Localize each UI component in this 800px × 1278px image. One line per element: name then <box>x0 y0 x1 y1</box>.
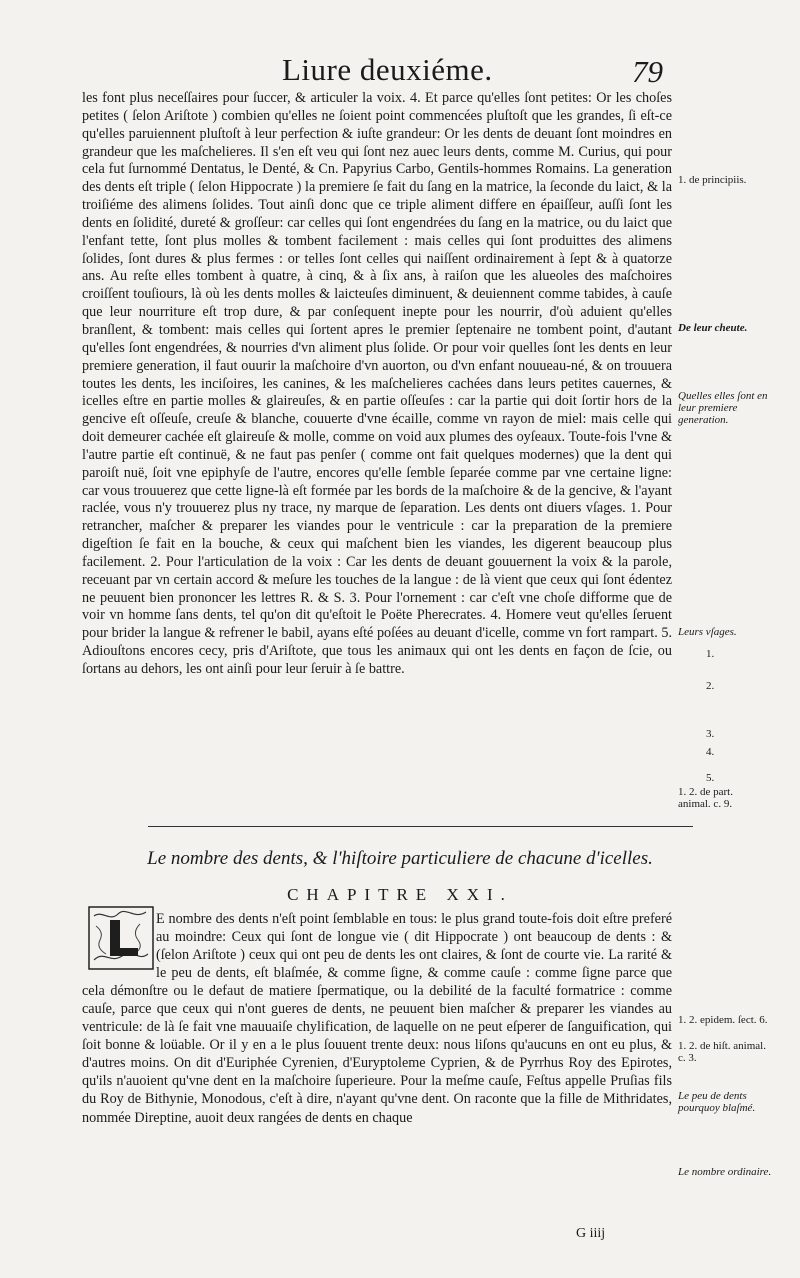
section-rule <box>148 826 693 827</box>
chapter-number: CHAPITRE XXI. <box>287 885 513 904</box>
margin-note-usage-4: 4. <box>706 746 715 758</box>
margin-note-hist-animal: 1. 2. de hiſt. animal. c. 3. <box>678 1040 766 1064</box>
chapter-title: Le nombre des dents, & l'hiſtoire particuliere de chacune d'icelles. <box>147 848 653 869</box>
margin-note-cheute: De leur cheute. <box>678 322 748 334</box>
margin-note-usage-1: 1. <box>706 648 715 660</box>
margin-note-generation: Quelles elles ſont en leur premiere generation. <box>678 390 768 426</box>
margin-note-usage-2: 2. <box>706 680 715 692</box>
running-head <box>0 52 800 92</box>
margin-note-de-part: 1. 2. de part. animal. c. 9. <box>678 786 733 810</box>
running-title: Liure deuxiéme. <box>282 52 493 87</box>
paragraph-teeth-generation: les font plus neceſſaires pour ſuccer, & articuler la voix. 4. Et parce qu'elles ſont petites: Or les choſes petites ( ſelon Ariſtote ) combien qu'elles ne ſoient point commencées pluſtoſt que les grandes, ſi eſt-ce qu'elles paruiennent pluſtoſt à leur perfection & iuſte grandeur: Or les dents de deuant ſont moindres en grandeur que les maſchelieres. Il s'en eſt veu qui ſont nez auec leurs dents, comme M. Curius, qui pour cela fut ſurnommé Dentatus, le Denté, & Cn. Papyrius Carbo, Gentils-hommes Romains. La generation des dents eſt triple ( ſelon Hippocrate ) la premiere ſe fait du ſang en la matrice, la ſeconde du laict, & la troiſiéme des alimens ſolides. Tout ainſi donc que ce triple aliment differe en épaiſſeur, auſſi ſont les dents en ſolidité, dureté & groſſeur: car celles qui ſont engendrées du ſang en la matrice, ou du laict que l'enfant tette, ſont plus molles & tombent facilement : mais celles qui ſont produittes des alimens ſolides, ſont dures & plus fermes : or telles ſont celles qui naiſſent ordinairement à ſept & à quatorze ans. Au reſte elles tombent à quatre, à cinq, & à ſix ans, à raiſon que les alueoles des maſchoires croiſſent touſiours, là où les dents molles & laicteuſes diminuent, & deuiennent comme tabides, à cauſe que leur nourriture eſt trop dure, & par conſequent inepte pour les nourrir, d'où aduient qu'elles branſlent, & tombent: mais celles qui ſortent apres le premier ſeptenaire ne tombent point, d'autant qu'elles ſont engendrées, & nourries d'vn aliment plus ſolide. Or pour voir quelles ſont les dents en leur premiere generation, il faut ouurir la maſchoire d'vn auorton, ou d'vn enfant nouueau-né, & on trouuera toutes les dents, les inciſoires, les canines, & les maſchelieres cachées dans leurs petites cauernes, & icelles eſtre en partie molles & glaireuſes, & en partie oſſeuſes : car la partie qui doit ſortir hors de la gencive eſt oſſeuſe, creuſe & blanche, couuerte d'vne écaille, comme vn rayon de miel: mais celle qui doit demeurer cachée eſt glaireuſe & molle, comme on void aux plumes des oyſeaux. Toute-fois l'vne & l'autre partie eſt continuë, & ne faut pas penſer ( comme ont fait quelques modernes) que la dent qui paroiſt nuë, ſoit vne epiphyſe de l'autre, encores qu'elle ſemble ſeparée comme par vne certaine ligne: car vous trouuerez que cette ligne-là eſt formée par les bords de la maſchoire & de la gencive, & l'ayant raclée, vous n'y trouuerez plus ny trace, ny marque de ſeparation. Les dents ont diuers vſages. 1. Pour retrancher, maſcher & preparer les viandes pour le ventricule : car la preparation de la premiere digeſtion ſe fait en la bouche, & ceux qui maſchent bien les viandes, les digerent beaucoup plus facilement. 2. Pour l'articulation de la voix : Car les dents de deuant gouuernent la voix & la parole, receuant par vn certain accord & meſure les touches de la langue : de là vient que ceux qui ſont édentez ne peuuent bien prononcer les lettres R. & S. 3. Pour l'ornement : car c'eſt vne choſe difforme que de voir vn homme ſans dents, tel qu'on dit qu'eſtoit le Poëte Pherecrates. 4. Homere veut qu'elles ſeruent pour brider la langue & refrener le babil, ayans eſté poſées au deuant d'icelle, comme vn fort rampart. 5. Adiouſtons encores cecy, pris d'Ariſtote, que tous les animaux qui ont les dents en façon de ſcie, ou ſortans au dehors, les ont ainſi pour leur ſeruir à ſe battre. <box>82 90 672 677</box>
margin-note-nombre-ordinaire: Le nombre ordinaire. <box>678 1166 772 1178</box>
chapter-text-block <box>82 910 672 1127</box>
margin-note-usage-5: 5. <box>706 772 715 784</box>
signature-mark: G iiij <box>576 1226 606 1241</box>
margin-note-usage-3: 3. <box>706 728 715 740</box>
margin-note-principiis: 1. de principiis. <box>678 174 747 186</box>
margin-note-usages: Leurs vſages. <box>678 626 737 638</box>
page-number: 79 <box>632 54 663 89</box>
margin-note-peu-de-dents: Le peu de dents pourquoy blaſmé. <box>678 1090 756 1114</box>
main-text-block <box>82 90 672 679</box>
margin-note-epidem: 1. 2. epidem. ſect. 6. <box>678 1014 768 1026</box>
paragraph-number-of-teeth: E nombre des dents n'eſt point ſemblable en tous: le plus grand toute-fois doit eſtre preferé au moindre: Ceux qui ſont de longue vie ( dit Hippocrate ) ont beaucoup de dents : & (ſelon Ariſtote ) ceux qui ont peu de dents les ont claires, & ſont de courte vie. La rarité & le peu de dents, eſt blaſmée, & comme ſigne, & comme cauſe : comme ſigne parce que cela démonſtre ou le defaut de matiere ſpermatique, ou la debilité de la faculté formatrice : comme cauſe, parce que ceux qui n'ont gueres de dents, ne peuuent bien maſcher & preparer les viandes au ventricule: de là ſe fait vne mauuaiſe chylification, de laquelle on ne peut eſperer de ſanguification, qui ſoit bonne & loüable. Or il y en a le plus ſouuent trente deux: nous liſons qu'aucuns en ont eu plus, & d'autres moins. On dit d'Euriphée Cyrenien, d'Euryptoleme Cyprien, & de Pyrrhus Roy des Epirotes, qu'ils n'auoient qu'vne dent en la maſchoire ſuperieure. Pour la meſme cauſe, Feſtus appelle Pruſias fils du Roy de Bithynie, Monodous, c'eſt à dire, n'ayant qu'vne dent. On raconte que la fille de Mithridates, nommée Direptine, auoit deux rangées de dents en chaque <box>82 911 672 1126</box>
